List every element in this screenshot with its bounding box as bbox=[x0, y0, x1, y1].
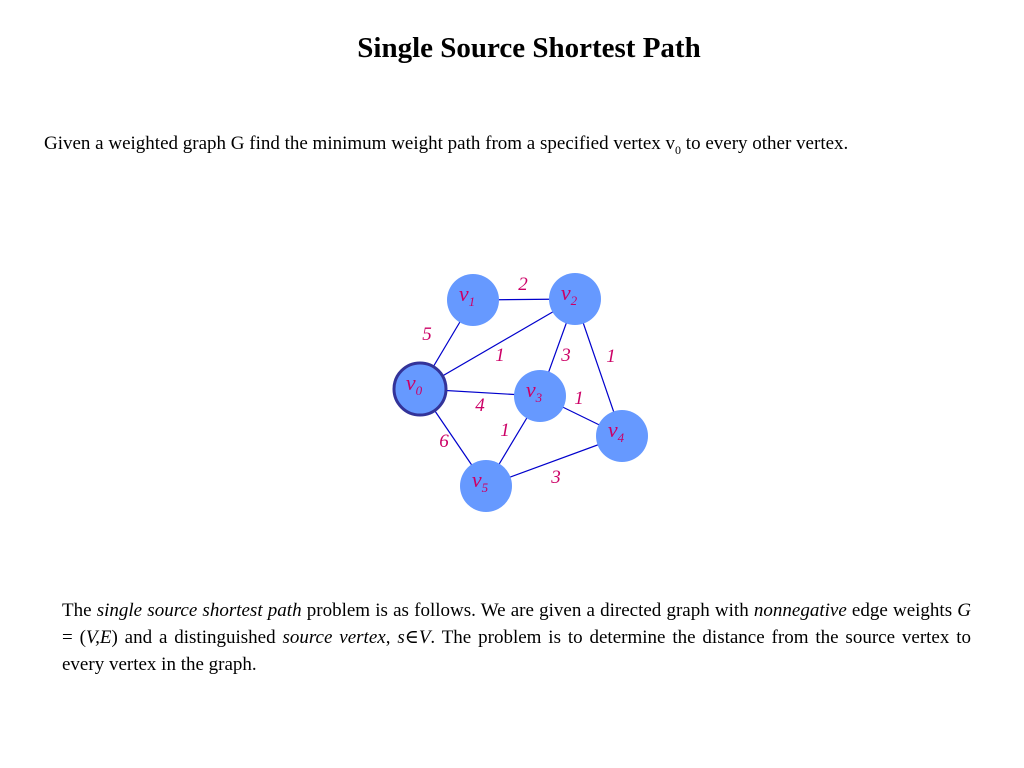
edge-weight-v3-v5: 1 bbox=[500, 420, 510, 441]
desc-symbol-g: G bbox=[957, 600, 971, 621]
edge-weight-v3-v4: 1 bbox=[574, 388, 584, 409]
desc-part-1: The bbox=[62, 600, 97, 621]
vertex-letter: v bbox=[607, 417, 618, 442]
vertex-v4 bbox=[596, 410, 648, 462]
desc-part-7: = ( bbox=[62, 627, 86, 648]
vertex-letter: v bbox=[458, 281, 469, 306]
intro-text-before: Given a weighted graph G find the minimum weight path from a specified vertex v bbox=[44, 133, 676, 154]
vertex-v1 bbox=[447, 274, 499, 326]
desc-symbol-ve: V,E bbox=[85, 627, 112, 648]
vertex-letter: v bbox=[525, 377, 536, 402]
vertex-subscript: 5 bbox=[481, 480, 489, 495]
vertex-letter: v bbox=[405, 370, 416, 395]
vertex-subscript: 0 bbox=[415, 383, 423, 398]
desc-element-of: ∈ bbox=[404, 627, 419, 648]
desc-term-nonnegative: nonnegative bbox=[753, 600, 847, 621]
vertex-letter: v bbox=[560, 280, 571, 305]
problem-description bbox=[62, 597, 971, 678]
edge-weight-v2-v3: 3 bbox=[561, 345, 571, 366]
vertex-subscript: 2 bbox=[570, 293, 578, 308]
vertex-subscript: 4 bbox=[617, 430, 625, 445]
vertex-v0 bbox=[394, 363, 446, 415]
vertex-v3 bbox=[514, 370, 566, 422]
edge-weight-v1-v2: 2 bbox=[518, 274, 528, 295]
desc-part-9: ) and a distinguished bbox=[111, 627, 283, 648]
edge-weight-v2-v4: 1 bbox=[606, 346, 616, 367]
vertices bbox=[394, 273, 648, 512]
desc-term-sssp: single source shortest path bbox=[96, 600, 302, 621]
vertex-letter: v bbox=[471, 467, 482, 492]
desc-symbol-v: V bbox=[418, 627, 431, 648]
edge-weight-v5-v4: 3 bbox=[551, 467, 561, 488]
desc-part-3: problem is as follows. We are given a directed graph with bbox=[301, 600, 754, 621]
edge-weight-v0-v2: 1 bbox=[495, 345, 505, 366]
desc-symbol-s: s bbox=[397, 627, 405, 648]
desc-part-11: , bbox=[385, 627, 398, 648]
desc-part-5: edge weights bbox=[846, 600, 958, 621]
vertex-subscript: 3 bbox=[535, 390, 543, 405]
edge-weight-v0-v3: 4 bbox=[475, 395, 485, 416]
vertex-v5 bbox=[460, 460, 512, 512]
vertex-subscript: 1 bbox=[468, 294, 476, 309]
edge-weight-v0-v1: 5 bbox=[422, 324, 432, 345]
desc-term-source-vertex: source vertex bbox=[282, 627, 386, 648]
intro-subscript: 0 bbox=[675, 142, 682, 157]
vertex-v2 bbox=[549, 273, 601, 325]
desc-part-15: . The problem is to determine the distance from the source vertex to every vertex in the graph. bbox=[62, 627, 972, 675]
edge-weight-v0-v5: 6 bbox=[439, 431, 449, 452]
intro-text-after: to every other vertex. bbox=[681, 133, 849, 154]
slide-title: Single Source Shortest Path bbox=[357, 32, 701, 64]
